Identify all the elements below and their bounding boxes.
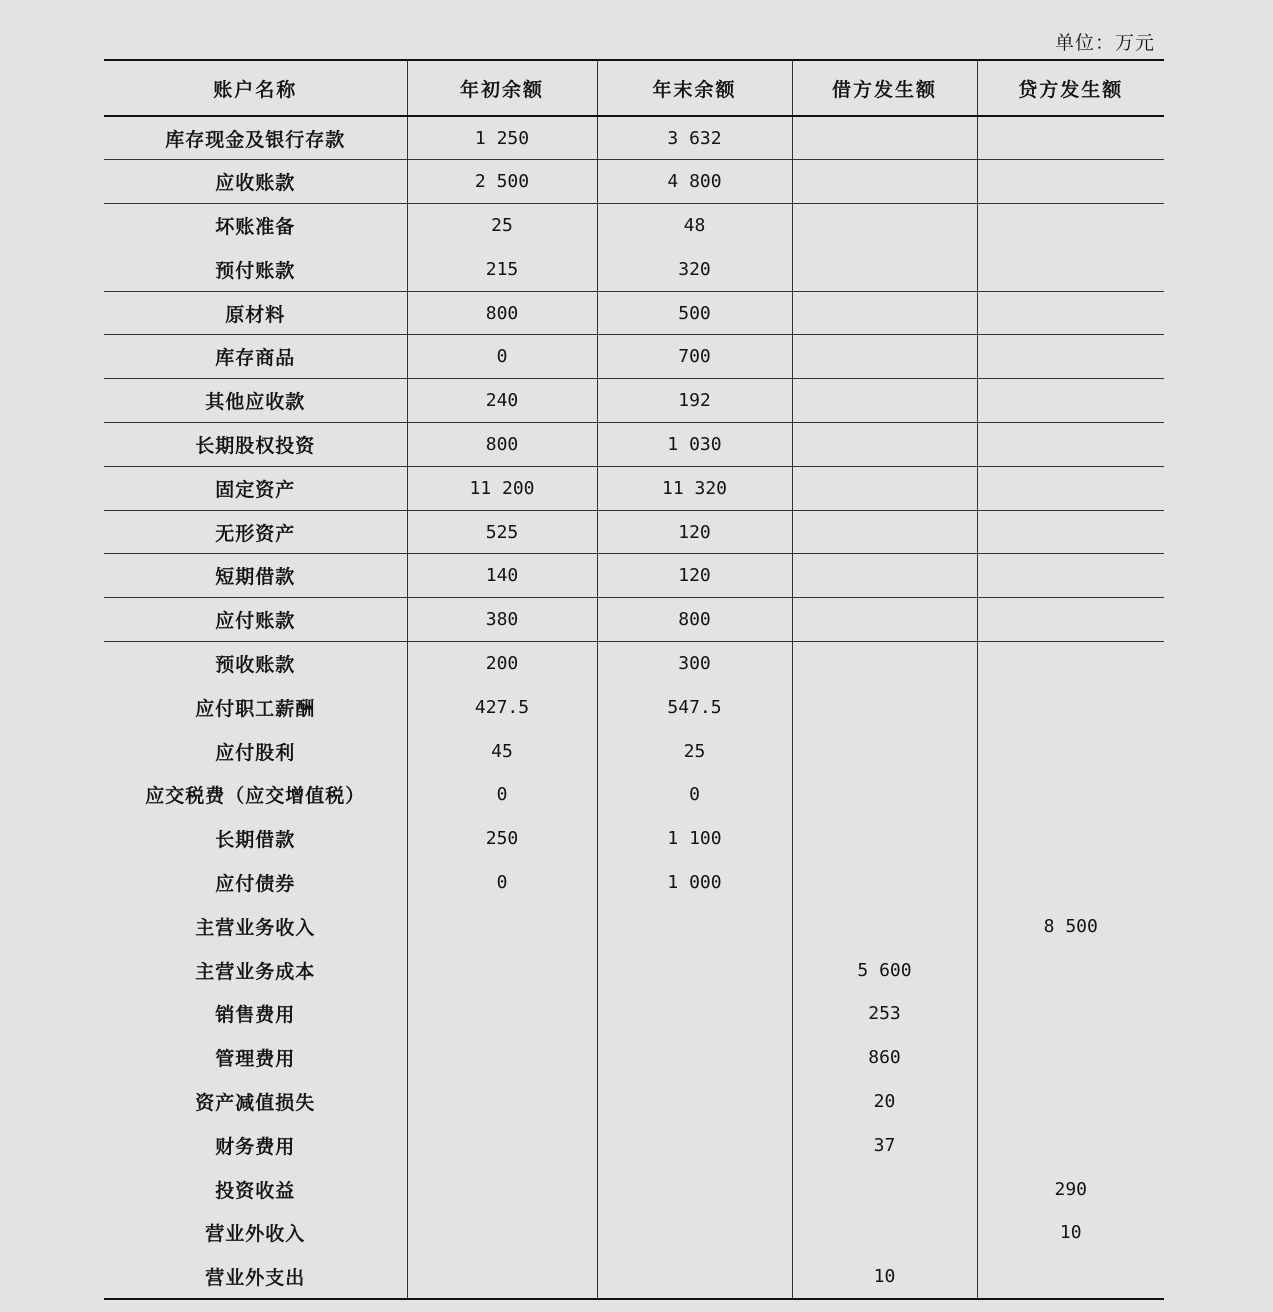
- cell-credit-amount: [977, 773, 1164, 817]
- table-row: [104, 1123, 1164, 1167]
- header-opening-balance: 年初余额: [407, 60, 597, 116]
- cell-debit-amount: [792, 116, 977, 160]
- cell-closing-balance: 300: [597, 642, 792, 686]
- cell-credit-amount: [977, 1255, 1164, 1299]
- cell-credit-amount: [977, 817, 1164, 861]
- cell-closing-balance: 4 800: [597, 160, 792, 204]
- cell-closing-balance: 25: [597, 729, 792, 773]
- table-row: [104, 1080, 1164, 1124]
- cell-opening-balance: [407, 1255, 597, 1299]
- cell-account-name: 应付股利: [215, 741, 296, 764]
- cell-credit-amount: [977, 204, 1164, 248]
- table-row: [104, 510, 1164, 554]
- table-row: [104, 335, 1164, 379]
- cell-credit-amount: [977, 291, 1164, 335]
- cell-debit-amount: [792, 466, 977, 510]
- cell-debit-amount: [792, 510, 977, 554]
- cell-debit-amount: [792, 861, 977, 905]
- cell-opening-balance: 0: [407, 773, 597, 817]
- cell-account-name: 管理费用: [215, 1048, 296, 1071]
- cell-account-name: 固定资产: [215, 478, 296, 501]
- cell-opening-balance: 800: [407, 291, 597, 335]
- table-row: [104, 948, 1164, 992]
- cell-closing-balance: 1 000: [597, 861, 792, 905]
- cell-debit-amount: [792, 1211, 977, 1255]
- cell-debit-amount: [792, 1167, 977, 1211]
- cell-credit-amount: [977, 685, 1164, 729]
- cell-debit-amount: [792, 773, 977, 817]
- cell-credit-amount: [977, 1036, 1164, 1080]
- cell-credit-amount: 10: [977, 1211, 1164, 1255]
- cell-account-name: 主营业务收入: [195, 916, 316, 939]
- cell-credit-amount: [977, 554, 1164, 598]
- cell-account-name: 坏账准备: [215, 216, 296, 239]
- cell-credit-amount: [977, 423, 1164, 467]
- cell-account-name: 资产减值损失: [195, 1091, 316, 1114]
- cell-debit-amount: 10: [792, 1255, 977, 1299]
- cell-debit-amount: [792, 291, 977, 335]
- cell-opening-balance: [407, 1167, 597, 1211]
- cell-closing-balance: [597, 1255, 792, 1299]
- cell-account-name: 库存现金及银行存款: [165, 128, 346, 151]
- header-debit-amount: 借方发生额: [792, 60, 977, 116]
- cell-opening-balance: 250: [407, 817, 597, 861]
- cell-opening-balance: 11 200: [407, 466, 597, 510]
- table-row: [104, 1255, 1164, 1299]
- unit-label: 单位：万元: [1054, 32, 1155, 54]
- cell-opening-balance: 215: [407, 247, 597, 291]
- cell-opening-balance: 45: [407, 729, 597, 773]
- cell-credit-amount: [977, 729, 1164, 773]
- cell-account-name: 应收账款: [215, 172, 296, 195]
- cell-debit-amount: [792, 598, 977, 642]
- header-closing-balance: 年末余额: [597, 60, 792, 116]
- cell-credit-amount: [977, 335, 1164, 379]
- cell-closing-balance: 11 320: [597, 466, 792, 510]
- cell-opening-balance: 1 250: [407, 116, 597, 160]
- table-row: [104, 1211, 1164, 1255]
- table-row: [104, 554, 1164, 598]
- cell-credit-amount: [977, 598, 1164, 642]
- cell-debit-amount: [792, 729, 977, 773]
- cell-account-name: 应交税费（应交增值税）: [145, 785, 366, 808]
- cell-closing-balance: 3 632: [597, 116, 792, 160]
- cell-account-name: 长期股权投资: [195, 434, 316, 457]
- cell-credit-amount: 8 500: [977, 904, 1164, 948]
- cell-account-name: 原材料: [225, 303, 286, 326]
- cell-opening-balance: [407, 1036, 597, 1080]
- cell-debit-amount: 860: [792, 1036, 977, 1080]
- cell-debit-amount: 20: [792, 1080, 977, 1124]
- cell-debit-amount: 5 600: [792, 948, 977, 992]
- table-row: [104, 116, 1164, 160]
- cell-closing-balance: 700: [597, 335, 792, 379]
- cell-opening-balance: [407, 992, 597, 1036]
- cell-opening-balance: 0: [407, 335, 597, 379]
- cell-account-name: 销售费用: [215, 1004, 296, 1027]
- cell-account-name: 长期借款: [215, 829, 296, 852]
- cell-credit-amount: [977, 1123, 1164, 1167]
- cell-closing-balance: 800: [597, 598, 792, 642]
- cell-account-name: 投资收益: [215, 1179, 296, 1202]
- cell-debit-amount: [792, 904, 977, 948]
- account-balance-table: [104, 59, 1164, 1300]
- cell-opening-balance: 2 500: [407, 160, 597, 204]
- cell-closing-balance: 48: [597, 204, 792, 248]
- cell-credit-amount: [977, 948, 1164, 992]
- cell-opening-balance: 240: [407, 379, 597, 423]
- cell-account-name: 其他应收款: [205, 391, 306, 414]
- cell-credit-amount: [977, 992, 1164, 1036]
- cell-closing-balance: 547.5: [597, 685, 792, 729]
- cell-closing-balance: [597, 1167, 792, 1211]
- cell-credit-amount: [977, 160, 1164, 204]
- cell-credit-amount: 290: [977, 1167, 1164, 1211]
- table-row: [104, 685, 1164, 729]
- cell-opening-balance: 200: [407, 642, 597, 686]
- table-row: [104, 729, 1164, 773]
- cell-debit-amount: [792, 204, 977, 248]
- cell-closing-balance: [597, 904, 792, 948]
- table-row: [104, 204, 1164, 248]
- cell-opening-balance: [407, 904, 597, 948]
- cell-closing-balance: 1 100: [597, 817, 792, 861]
- cell-account-name: 短期借款: [215, 566, 296, 589]
- cell-closing-balance: [597, 1080, 792, 1124]
- table-row: [104, 861, 1164, 905]
- table-row: [104, 1167, 1164, 1211]
- cell-debit-amount: [792, 247, 977, 291]
- cell-account-name: 营业外支出: [205, 1266, 306, 1289]
- cell-opening-balance: 380: [407, 598, 597, 642]
- table-row: [104, 247, 1164, 291]
- cell-closing-balance: 0: [597, 773, 792, 817]
- cell-account-name: 无形资产: [215, 522, 296, 545]
- cell-account-name: 预收账款: [215, 654, 296, 677]
- cell-debit-amount: [792, 685, 977, 729]
- cell-debit-amount: [792, 817, 977, 861]
- cell-credit-amount: [977, 247, 1164, 291]
- cell-opening-balance: [407, 1080, 597, 1124]
- table-header-row: [104, 60, 1164, 116]
- cell-account-name: 应付账款: [215, 610, 296, 633]
- cell-debit-amount: [792, 423, 977, 467]
- cell-closing-balance: 120: [597, 510, 792, 554]
- cell-opening-balance: 427.5: [407, 685, 597, 729]
- table-row: [104, 817, 1164, 861]
- cell-credit-amount: [977, 1080, 1164, 1124]
- table-row: [104, 773, 1164, 817]
- header-credit-amount: 贷方发生额: [977, 60, 1164, 116]
- table-row: [104, 466, 1164, 510]
- cell-opening-balance: 525: [407, 510, 597, 554]
- cell-credit-amount: [977, 510, 1164, 554]
- cell-debit-amount: [792, 642, 977, 686]
- table-row: [104, 291, 1164, 335]
- cell-opening-balance: 0: [407, 861, 597, 905]
- cell-account-name: 营业外收入: [205, 1223, 306, 1246]
- table-row: [104, 642, 1164, 686]
- cell-debit-amount: 253: [792, 992, 977, 1036]
- cell-closing-balance: [597, 1036, 792, 1080]
- cell-account-name: 库存商品: [215, 347, 296, 370]
- cell-opening-balance: [407, 948, 597, 992]
- table-row: [104, 160, 1164, 204]
- cell-opening-balance: 800: [407, 423, 597, 467]
- cell-debit-amount: 37: [792, 1123, 977, 1167]
- table-row: [104, 992, 1164, 1036]
- cell-credit-amount: [977, 116, 1164, 160]
- table-row: [104, 598, 1164, 642]
- header-account-name: 账户名称: [213, 78, 298, 101]
- cell-closing-balance: 1 030: [597, 423, 792, 467]
- cell-account-name: 预付账款: [215, 259, 296, 282]
- cell-closing-balance: 192: [597, 379, 792, 423]
- cell-account-name: 财务费用: [215, 1135, 296, 1158]
- cell-credit-amount: [977, 379, 1164, 423]
- table-row: [104, 1036, 1164, 1080]
- table-row: [104, 423, 1164, 467]
- cell-closing-balance: 120: [597, 554, 792, 598]
- cell-closing-balance: [597, 992, 792, 1036]
- cell-debit-amount: [792, 379, 977, 423]
- cell-closing-balance: 500: [597, 291, 792, 335]
- cell-closing-balance: [597, 1123, 792, 1167]
- cell-closing-balance: 320: [597, 247, 792, 291]
- cell-closing-balance: [597, 1211, 792, 1255]
- cell-opening-balance: 25: [407, 204, 597, 248]
- cell-account-name: 应付债券: [215, 872, 296, 895]
- cell-account-name: 应付职工薪酬: [195, 697, 316, 720]
- cell-closing-balance: [597, 948, 792, 992]
- cell-credit-amount: [977, 466, 1164, 510]
- cell-account-name: 主营业务成本: [195, 960, 316, 983]
- table-row: [104, 379, 1164, 423]
- cell-debit-amount: [792, 335, 977, 379]
- cell-opening-balance: [407, 1123, 597, 1167]
- table-row: [104, 904, 1164, 948]
- cell-credit-amount: [977, 861, 1164, 905]
- cell-debit-amount: [792, 160, 977, 204]
- cell-debit-amount: [792, 554, 977, 598]
- cell-credit-amount: [977, 642, 1164, 686]
- cell-opening-balance: [407, 1211, 597, 1255]
- cell-opening-balance: 140: [407, 554, 597, 598]
